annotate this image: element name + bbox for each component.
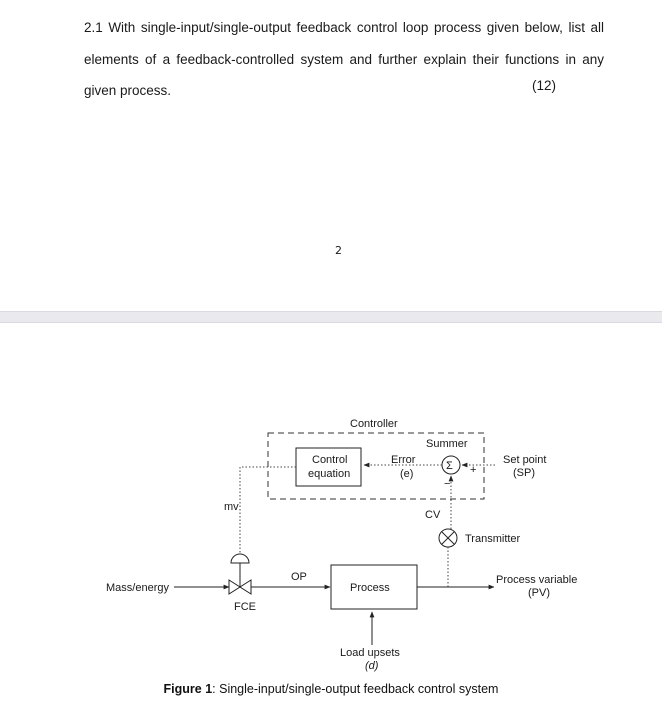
mass-energy-label: Mass/energy xyxy=(106,582,169,594)
controller-label: Controller xyxy=(350,418,398,430)
figure-caption-text: : Single-input/single-output feedback control system xyxy=(212,682,499,696)
control-equation-label-1: Control xyxy=(312,454,348,466)
page-2 xyxy=(0,322,662,701)
valve-actuator-icon xyxy=(231,554,249,563)
error-label: Error xyxy=(391,454,416,466)
op-label: OP xyxy=(291,571,307,583)
question-text: 2.1 With single-input/single-output feedback control loop process given below, list all elements of a feedback-controlled system and further explain their functions in any given process. xyxy=(84,20,604,98)
control-equation-label-2: equation xyxy=(308,468,351,480)
page-number: 2 xyxy=(335,244,342,257)
valve-body-right xyxy=(240,580,251,594)
pv-label-2: (PV) xyxy=(528,587,550,599)
plus-sign: + xyxy=(470,464,477,476)
minus-sign: − xyxy=(444,478,451,490)
valve-body-left xyxy=(229,580,240,594)
load-upsets-label: Load upsets xyxy=(340,647,400,659)
question-marks: (12) xyxy=(531,78,556,93)
summer-label: Summer xyxy=(426,438,468,450)
summer-symbol: Σ xyxy=(446,460,453,472)
figure-caption xyxy=(0,682,662,696)
setpoint-label-1: Set point xyxy=(503,454,547,466)
diagram-sub-label: (d) xyxy=(365,660,379,672)
pv-label-1: Process variable xyxy=(496,574,578,586)
process-label: Process xyxy=(350,582,390,594)
error-symbol: (e) xyxy=(400,468,414,480)
mv-label: mv xyxy=(224,501,239,513)
figure-caption-number: Figure 1 xyxy=(163,682,213,696)
feedback-control-diagram xyxy=(0,323,662,701)
transmitter-label: Transmitter xyxy=(465,533,521,545)
fce-label: FCE xyxy=(234,601,256,613)
page-1 xyxy=(0,0,662,312)
setpoint-label-2: (SP) xyxy=(513,467,535,479)
cv-label: CV xyxy=(425,509,441,521)
